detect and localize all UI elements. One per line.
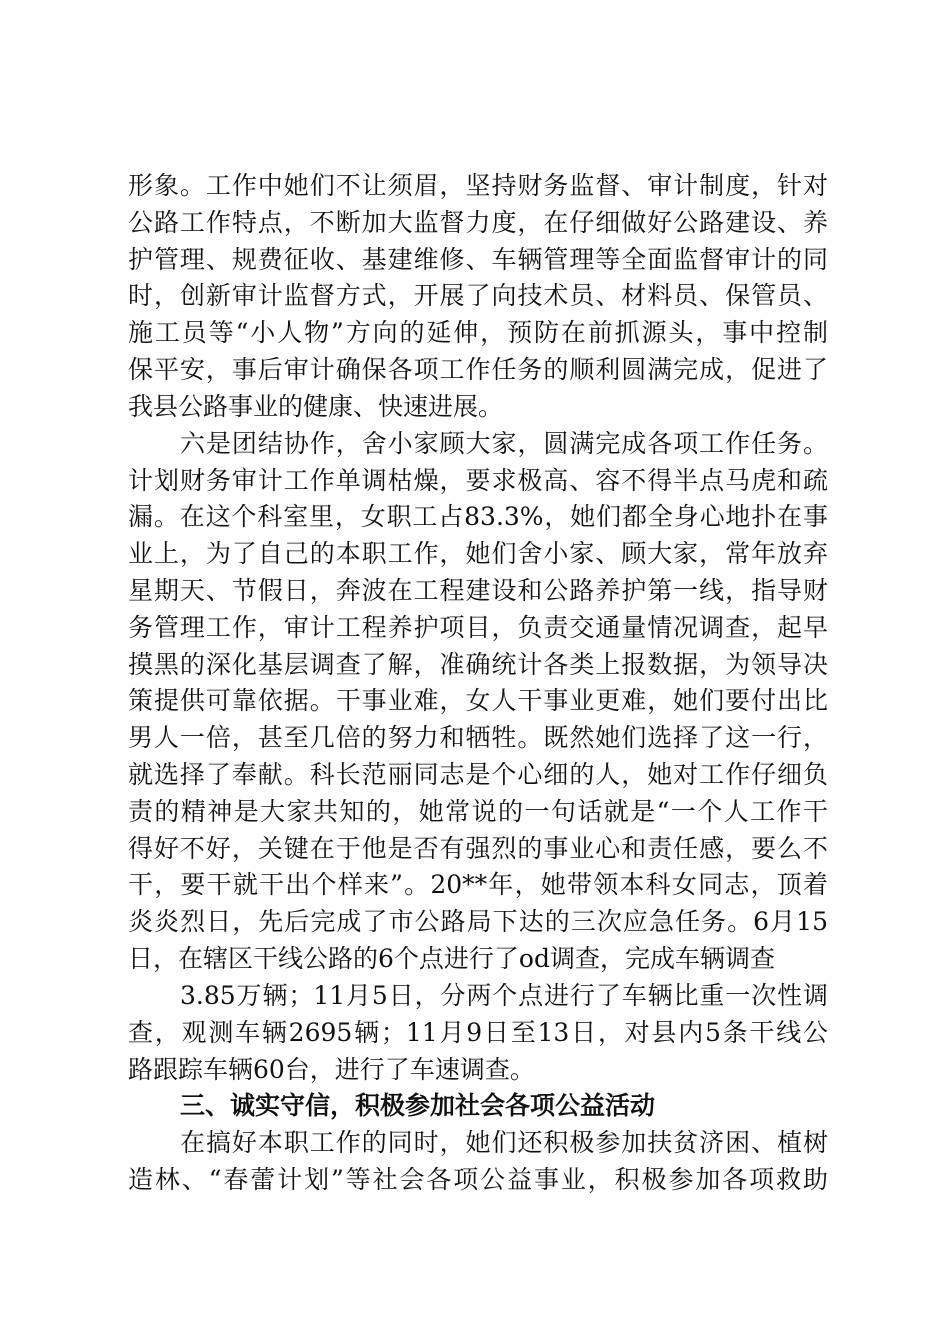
section-heading: 三、诚实守信，积极参加社会各项公益活动 [180, 1091, 656, 1120]
text-line: 漏。在这个科室里，女职工占83.3%，她们都全身心地扑在事 [128, 502, 828, 531]
text-line: 公路工作特点，不断加大监督力度，在仔细做好公路建设、养 [128, 208, 828, 237]
text-line: 时，创新审计监督方式，开展了向技术员、材料员、保管员、 [128, 281, 828, 310]
text-line: 策提供可靠依据。干事业难，女人干事业更难，她们要付出比 [128, 686, 828, 715]
text-line: 造林、“春蕾计划”等社会各项公益事业，积极参加各项救助 [128, 1165, 828, 1194]
text-line: 路跟踪车辆60台，进行了车速调查。 [128, 1055, 535, 1084]
paragraph-first-line: 六是团结协作，舍小家顾大家，圆满完成各项工作任务。 [180, 429, 828, 458]
text-line: 就选择了奉献。科长范丽同志是个心细的人，她对工作仔细负 [128, 760, 828, 789]
paragraph-first-line: 3.85万辆；11月5日，分两个点进行了车辆比重一次性调 [180, 981, 828, 1010]
text-line: 形象。工作中她们不让须眉，坚持财务监督、审计制度，针对 [128, 171, 828, 200]
text-line: 日，在辖区干线公路的6个点进行了od调查，完成车辆调查 [128, 944, 775, 973]
text-line: 护管理、规费征收、基建维修、车辆管理等全面监督审计的同 [128, 245, 828, 274]
text-line: 星期天、节假日，奔波在工程建设和公路养护第一线，指导财 [128, 576, 828, 605]
paragraph-first-line: 在搞好本职工作的同时，她们还积极参加扶贫济困、植树 [180, 1128, 828, 1157]
text-line: 计划财务审计工作单调枯燥，要求极高、容不得半点马虎和疏 [128, 466, 828, 495]
text-line: 炎炎烈日，先后完成了市公路局下达的三次应急任务。6月15 [128, 907, 828, 936]
text-line: 业上，为了自己的本职工作，她们舍小家、顾大家，常年放弃 [128, 539, 828, 568]
text-line: 务管理工作，审计工程养护项目，负责交通量情况调查，起早 [128, 613, 828, 642]
text-line: 责的精神是大家共知的，她常说的一句话就是“一个人工作干 [128, 797, 828, 826]
text-line: 我县公路事业的健康、快速进展。 [128, 392, 504, 421]
text-line: 查，观测车辆2695辆；11月9日至13日，对县内5条干线公 [128, 1018, 828, 1047]
text-line: 保平安，事后审计确保各项工作任务的顺利圆满完成，促进了 [128, 355, 828, 384]
text-line: 施工员等“小人物”方向的延伸，预防在前抓源头，事中控制 [128, 318, 828, 347]
text-line: 得好不好，关键在于他是否有强烈的事业心和责任感，要么不 [128, 834, 828, 863]
text-line: 摸黑的深化基层调查了解，准确统计各类上报数据，为领导决 [128, 650, 828, 679]
text-line: 干，要干就干出个样来”。20**年，她带领本科女同志，顶着 [128, 870, 828, 899]
text-line: 男人一倍，甚至几倍的努力和牺牲。既然她们选择了这一行， [128, 723, 828, 752]
